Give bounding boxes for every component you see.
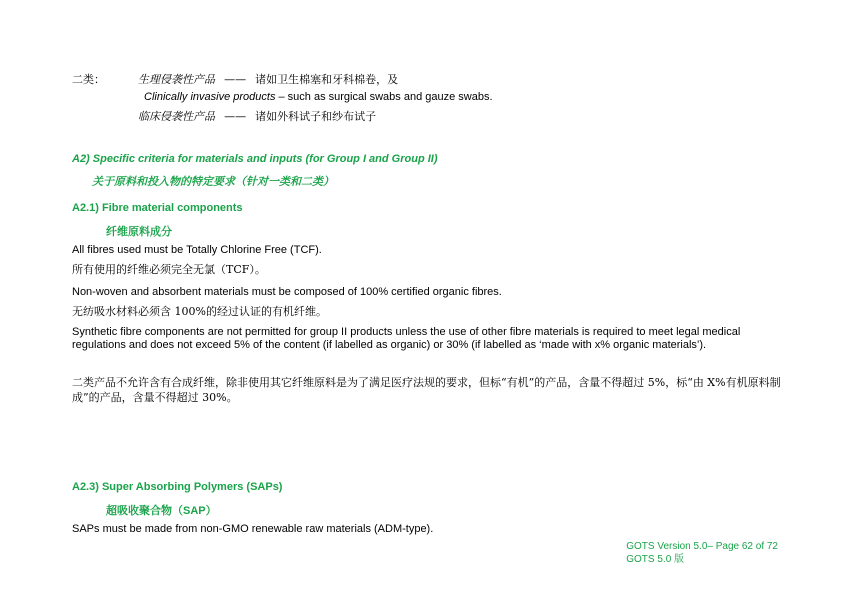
section-a2-heading-en: A2) Specific criteria for materials and inputs (for Group I and Group II) bbox=[72, 153, 438, 165]
classification-row-3 bbox=[138, 110, 376, 124]
section-a23-heading-en: A2.3) Super Absorbing Polymers (SAPs) bbox=[72, 481, 283, 493]
a23-p1-en: SAPs must be made from non-GMO renewable raw materials (ADM-type). bbox=[72, 523, 434, 535]
footer-page-info bbox=[626, 540, 778, 566]
classification-row-1 bbox=[138, 73, 398, 87]
a21-p1-en: All fibres used must be Totally Chlorine Free (TCF). bbox=[72, 244, 322, 256]
row1-desc: 诸如卫生棉塞和牙科棉卷，及 bbox=[255, 73, 399, 86]
footer-line-2: GOTS 5.0 版 bbox=[626, 554, 685, 565]
group-label: 二类： bbox=[72, 73, 105, 86]
classification-row-2 bbox=[144, 90, 493, 104]
row2-desc: – such as surgical swabs and gauze swabs. bbox=[275, 91, 493, 103]
a21-p2-en: Non-woven and absorbent materials must be composed of 100% certified organic fibres. bbox=[72, 286, 502, 298]
row3-desc: 诸如外科试子和纱布试子 bbox=[255, 110, 377, 123]
row2-term: Clinically invasive products bbox=[144, 91, 276, 103]
a21-p2-zh: 无纺吸水材料必须含 100%的经过认证的有机纤维。 bbox=[72, 305, 327, 318]
row1-dash: —— bbox=[224, 73, 247, 86]
section-a23-heading-zh: 超吸收聚合物（SAP） bbox=[106, 505, 217, 517]
a21-p3-zh: 二类产品不允许含有合成纤维，除非使用其它纤维原料是为了满足医疗法规的要求，但标“有机”的产品，含量不得超过 5%，标“由 X%有机原料制成”的产品，含量不得超过 30%。 bbox=[72, 376, 781, 404]
row3-dash: —— bbox=[224, 110, 247, 123]
section-a2-heading-zh: 关于原料和投入物的特定要求（针对一类和二类） bbox=[92, 175, 334, 188]
a21-p3-en: Synthetic fibre components are not permitted for group II products unless the use of other fibre materials is required to meet legal medical regulations and does not exceed 5% of the content (if labelled as organic) or 30% (if labelled as ‘made with x% organic materials’). bbox=[72, 326, 741, 351]
row3-term: 临床侵袭性产品 bbox=[138, 110, 215, 123]
section-a21-heading-zh: 纤维原料成分 bbox=[106, 226, 172, 238]
section-a21-heading-en: A2.1) Fibre material components bbox=[72, 202, 243, 214]
row1-term: 生理侵袭性产品 bbox=[138, 73, 215, 86]
footer-line-1: GOTS Version 5.0– Page 62 of 72 bbox=[626, 541, 778, 552]
a21-p1-zh: 所有使用的纤维必须完全无氯（TCF）。 bbox=[72, 263, 266, 276]
